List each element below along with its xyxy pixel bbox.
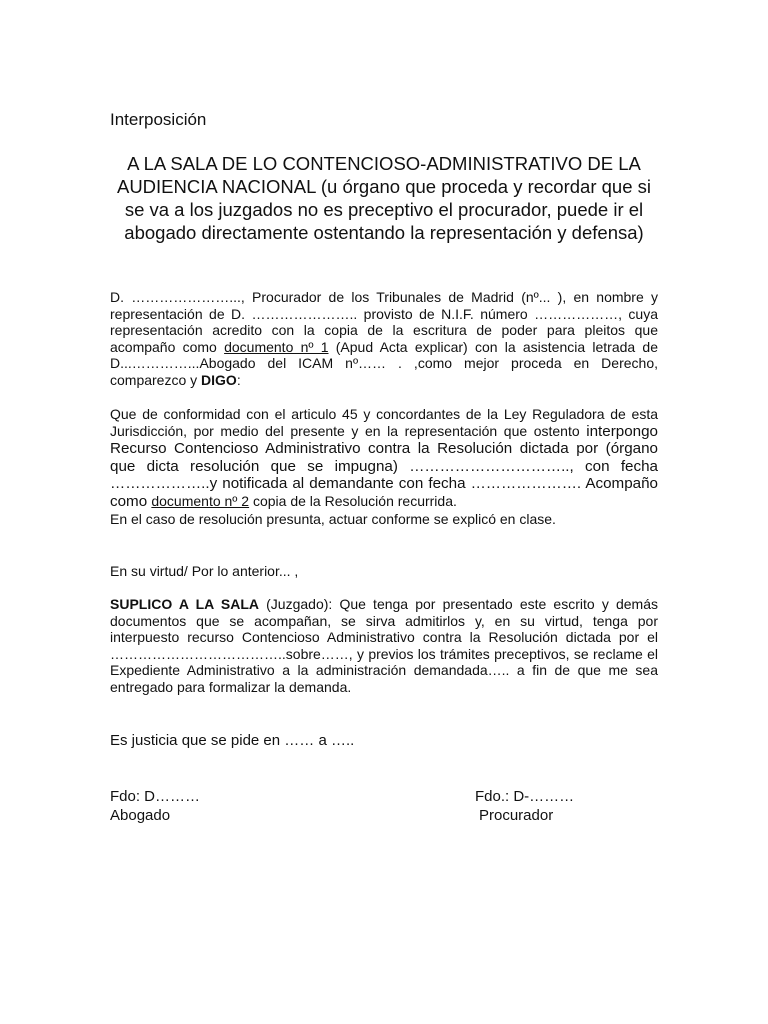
signature-lawyer-name: Fdo: D……… — [110, 788, 201, 805]
document-heading: Interposición — [110, 110, 207, 129]
p1-text-3: : — [236, 371, 241, 388]
signature-lawyer-role: Abogado — [110, 807, 171, 824]
document-title: A LA SALA DE LO CONTENCIOSO-ADMINISTRATIVO DE LA AUDIENCIA NACIONAL (u órgano que proceda y recordar que si se va a los juzgados no es preceptivo el procurador, puede ir el abogado directamente ostentando la representación y defensa) — [116, 153, 651, 243]
signature-procurator — [475, 787, 574, 825]
p1-text-1: D. …………………..., Procurador de los Tribunales de Madrid (nº... ), en nombre y representación de D. ………………….. provisto de N.I.F. número ………………, cuya representación acredito con la copia de la escritura de poder para pleitos que acompaño como — [110, 289, 658, 355]
p2-text-2: interpongo Recurso Contencioso Administrativo contra la Resolución dictada por (órgano que dicta resolución que se impugna) ………………………….., con fecha ………………..y notificada al demandante con fecha …………………. Acompaño como — [110, 422, 658, 510]
p2-text-4: En el caso de resolución presunta, actuar conforme se explicó en clase. — [110, 510, 556, 527]
suplico-label: SUPLICO A LA SALA — [110, 596, 259, 612]
p2-text-1: Que de conformidad con el articulo 45 y concordantes de la Ley Reguladora de esta Jurisdicción, por medio del presente y en la representación que ostento — [110, 406, 658, 439]
paragraph-virtue: En su virtud/ Por lo anterior... , — [110, 563, 299, 579]
digo-label: DIGO — [201, 371, 237, 388]
signature-procurator-name: Fdo.: D-……… — [475, 788, 575, 805]
paragraph-justice: Es justicia que se pide en …… a ….. — [110, 732, 355, 749]
p2-text-3: copia de la Resolución recurrida. — [249, 492, 457, 509]
document-2-ref: documento nº 2 — [151, 492, 250, 509]
paragraph-appearance — [110, 289, 658, 389]
signature-lawyer — [110, 787, 200, 825]
p1-text-2: (Apud Acta explicar) con la asistencia letrada de D...…………...Abogado del ICAM nº…… . ,como mejor proceda en Derecho, comparezco y — [110, 338, 658, 388]
signature-procurator-role: Procurador — [479, 807, 554, 824]
document-1-ref: documento nº 1 — [224, 338, 329, 355]
p4-text-1: (Juzgado): Que tenga por presentado este escrito y demás documentos que se acompañan, se sirva admitirlos y, en su virtud, tenga por interpuesto recurso Contencioso Administrativo contra la Resolución dictada por el ………………………………..sobre……, y previos los trámites preceptivos, se reclame el Expediente Administrativo a la administración demandada….. a fin de que me sea entregado para formalizar la demanda. — [110, 596, 658, 695]
paragraph-plea — [110, 596, 658, 696]
paragraph-filing — [110, 406, 658, 527]
